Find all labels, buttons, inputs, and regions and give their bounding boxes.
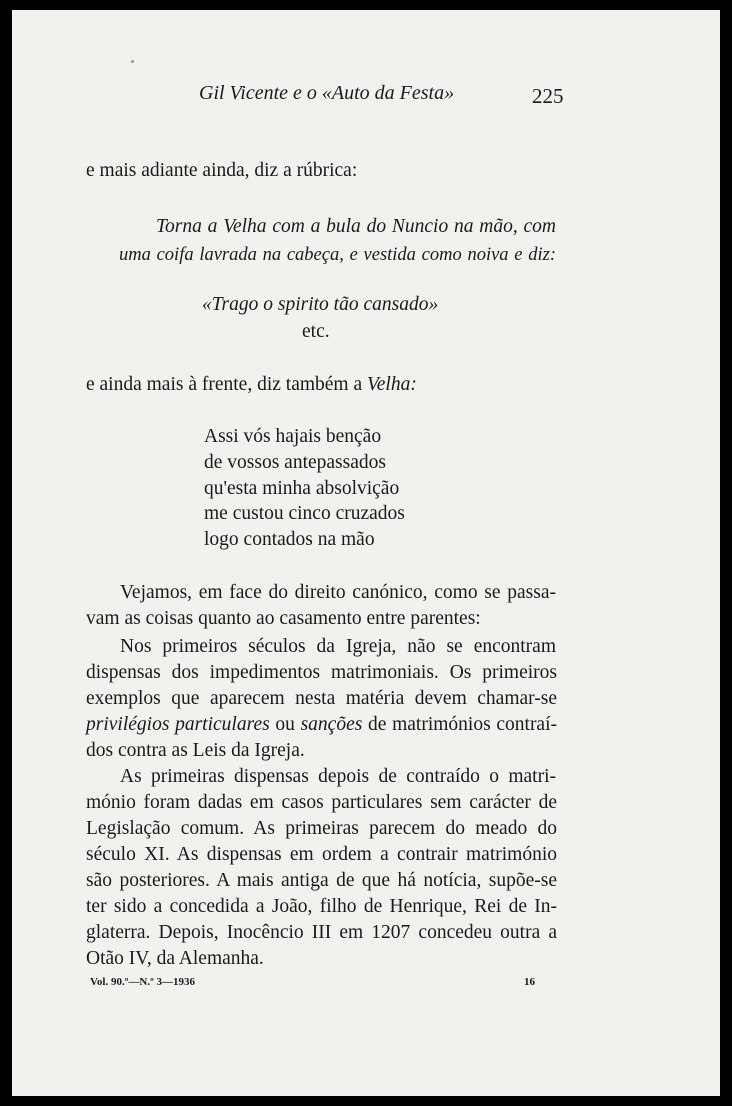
paragraph-1-line-1: Vejamos, em face do direito canónico, como se passa- xyxy=(120,582,556,603)
paragraph-3-line-3: Legislação comum. As primeiras parecem do meado do xyxy=(86,818,557,839)
paragraph-2-line-1: Nos primeiros séculos da Igreja, não se encontram xyxy=(120,636,556,657)
verse-line: qu'esta minha absolvição xyxy=(204,477,400,499)
term-sancoes: sanções xyxy=(300,714,363,735)
paragraph-3-line-2: mónio foram dadas em casos particulares sem carácter de xyxy=(86,792,557,813)
footer-volume: Vol. 90.º—N.º 3—1936 xyxy=(90,976,195,988)
paragraph-2-text: de matrimónios contraí- xyxy=(368,714,557,735)
quote-line: «Trago o spirito tão cansado» xyxy=(202,294,439,315)
verse-line: de vossos antepassados xyxy=(204,451,386,473)
paragraph-2-line-2: dispensas dos impedimentos matrimoniais. Os primeiros xyxy=(86,662,557,683)
verse-line: Assi vós hajais benção xyxy=(204,426,382,447)
paragraph-2-word: ou xyxy=(275,714,295,735)
paragraph-3-line-4: século XI. As dispensas em ordem a contrair matrimónio xyxy=(86,844,557,865)
paragraph-1-line-2: vam as coisas quanto ao casamento entre parentes: xyxy=(86,608,481,629)
paragraph-3-line-8: Otão IV, da Alemanha. xyxy=(86,948,264,969)
quote-etc: etc. xyxy=(302,321,330,342)
verse-line: me custou cinco cruzados xyxy=(204,503,405,525)
paragraph-2-line-5: dos contra as Leis da Igreja. xyxy=(86,740,305,761)
paragraph-2-line-3: exemplos que aparecem nesta matéria devem chamar-se xyxy=(86,688,557,709)
page-number: 225 xyxy=(532,84,564,108)
second-intro-text: e ainda mais à frente, diz também a xyxy=(86,374,363,395)
paragraph-3-line-7: glaterra. Depois, Inocêncio III em 1207 concedeu outra a xyxy=(86,922,557,943)
footer-signature: 16 xyxy=(524,976,535,988)
speaker-name: Velha: xyxy=(367,374,417,395)
running-title: Gil Vicente e o «Auto da Festa» xyxy=(199,82,455,104)
paragraph-3-line-5: são posteriores. A mais antiga de que há notícia, supõe-se xyxy=(86,870,557,891)
page-sheet xyxy=(12,10,720,1096)
paragraph-3-line-1: As primeiras dispensas depois de contraído o matri- xyxy=(120,766,556,787)
paragraph-2-line-4 xyxy=(86,712,557,738)
scan-speck xyxy=(131,60,134,63)
intro-line: e mais adiante ainda, diz a rúbrica: xyxy=(86,160,358,181)
stage-direction-line-1: Torna a Velha com a bula do Nuncio na mão, com xyxy=(156,216,556,237)
paragraph-3-line-6: ter sido a concedida a João, filho de Henrique, Rei de In- xyxy=(86,896,557,917)
verse-block xyxy=(204,424,405,553)
term-privilegios: privilégios particulares xyxy=(86,714,270,735)
stage-direction-line-2: uma coifa lavrada na cabeça, e vestida como noiva e diz: xyxy=(119,245,556,265)
verse-line: logo contados na mão xyxy=(204,529,375,551)
second-intro xyxy=(86,374,417,396)
